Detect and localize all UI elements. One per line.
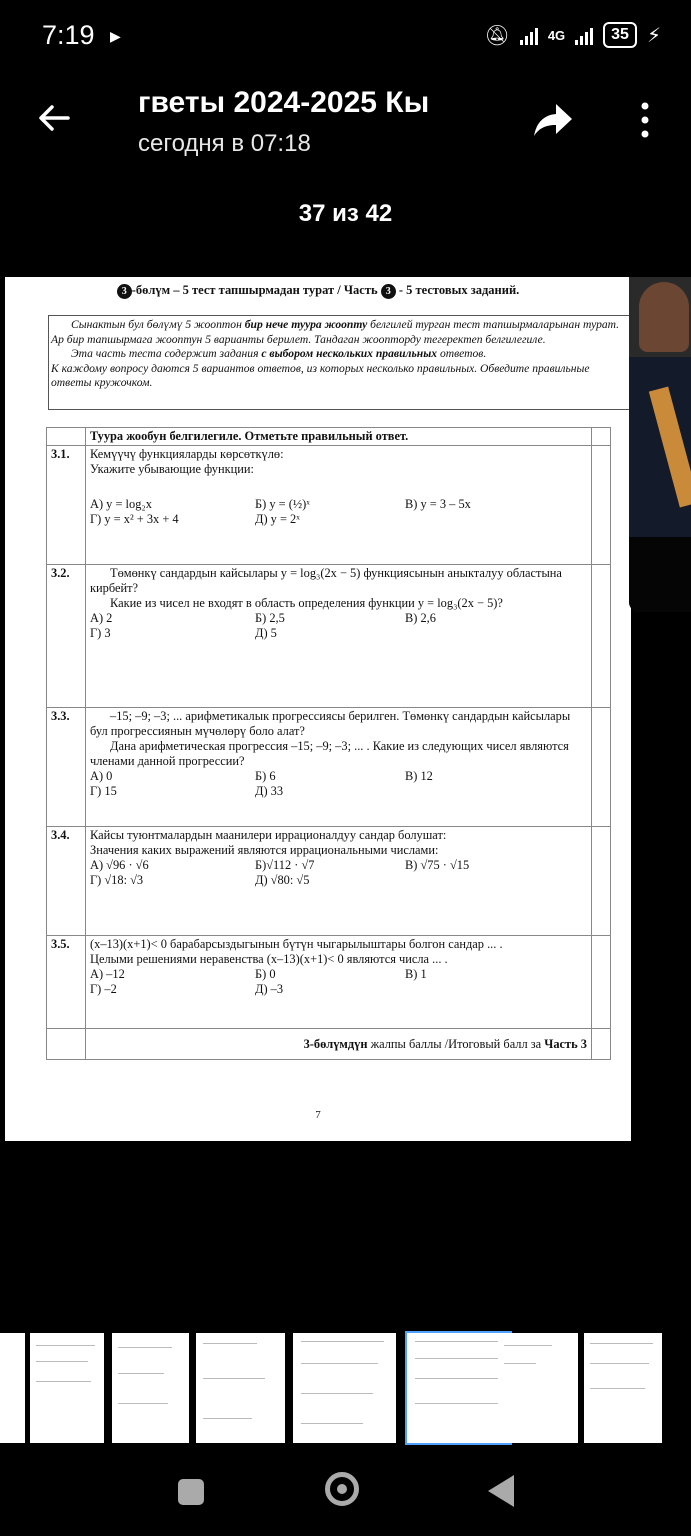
option[interactable]: Г) √18: √3 xyxy=(90,873,144,887)
home-button[interactable] xyxy=(325,1472,359,1506)
option[interactable]: В) y = 3 – 5x xyxy=(405,497,471,511)
page-number: 7 xyxy=(315,1109,321,1121)
option[interactable]: Д) 5 xyxy=(255,626,277,640)
charging-icon: ⚡︎ xyxy=(646,24,661,47)
option[interactable]: А) 0 xyxy=(90,769,113,783)
option[interactable]: В) 12 xyxy=(405,769,433,783)
option[interactable]: Б) 0 xyxy=(255,967,276,981)
option[interactable]: А) 2 xyxy=(90,611,113,625)
option[interactable]: Г) –2 xyxy=(90,982,117,996)
option[interactable]: Д) 33 xyxy=(255,784,284,798)
option[interactable]: В) √75 · √15 xyxy=(405,858,470,872)
thumbnail[interactable] xyxy=(498,1333,578,1443)
questions-table xyxy=(46,427,611,1060)
option[interactable]: В) 2,6 xyxy=(405,611,436,625)
question-3-2: 3.2. Төмөнкү сандардын кайсылары y = log₃(2x − 5) функциясынын аныкталуу областына кирбейт? Какие из чисел не входят в область определения функции y = log₃(2x − 5)? А) 2 Б) 2,5 В) 2,6 Г) 3 Д) 5 xyxy=(47,565,611,708)
option[interactable]: В) 1 xyxy=(405,967,427,981)
option[interactable]: Д) y = 2ˣ xyxy=(255,512,300,526)
network-type: 4G xyxy=(547,27,566,43)
file-title: гветы 2024-2025 Кы xyxy=(138,86,430,119)
video-call-overlay[interactable] xyxy=(629,277,691,612)
signal-icon xyxy=(520,25,538,45)
thumbnail[interactable] xyxy=(112,1333,189,1443)
option[interactable]: Б) y = (½)ˣ xyxy=(255,497,310,511)
thumbnail-current[interactable] xyxy=(407,1333,510,1443)
recents-button[interactable] xyxy=(178,1479,204,1505)
option[interactable]: Б) 2,5 xyxy=(255,611,285,625)
option[interactable]: Г) y = x² + 3x + 4 xyxy=(90,512,179,526)
option[interactable]: Д) –3 xyxy=(255,982,284,996)
question-3-5: 3.5. (x–13)(x+1)< 0 барабарсыздыгынын бүтүн чыгарылыштары болгон сандар ... . Целыми решениями неравенства (x–13)(x+1)< 0 являются числа ... . А) –12 Б) 0 В) 1 Г) –2 Д) –3 xyxy=(47,936,611,1029)
total-row: 3-бөлүмдүн жалпы баллы /Итоговый балл за Часть 3 xyxy=(47,1029,611,1060)
option[interactable]: А) √96 · √6 xyxy=(90,858,149,872)
document-page[interactable] xyxy=(5,277,631,1141)
play-icon: ▶ xyxy=(110,28,121,44)
thumbnail[interactable] xyxy=(0,1333,25,1443)
thumbnail[interactable] xyxy=(293,1333,396,1443)
question-3-1: 3.1. Кемүүчү функцияларды көрсөткүлө: Укажите убывающие функции: А) y = log₂x Б) y = (½)ˣ В) y = 3 – 5x Г) y = x² + 3x + 4 Д) y = 2ˣ xyxy=(47,446,611,565)
option[interactable]: Б)√112 · √7 xyxy=(255,858,315,872)
mute-icon: 🔕︎ xyxy=(484,24,510,47)
option[interactable]: Г) 15 xyxy=(90,784,117,798)
back-button[interactable] xyxy=(488,1475,514,1507)
signal-icon-2 xyxy=(575,25,593,45)
question-3-3: 3.3. –15; –9; –3; ... арифметикалык прогрессиясы берилген. Төмөнкү сандардын кайсылары бул прогрессиянын мүчөлөрү боло алат? Дана арифметическая прогрессия –15; –9; –3; ... . Какие из следующих чисел являются членами данной прогрессии? А) 0 Б) 6 В) 12 Г) 15 Д) 33 xyxy=(47,708,611,827)
thumbnail[interactable] xyxy=(584,1333,662,1443)
file-date: сегодня в 07:18 xyxy=(138,130,311,157)
option[interactable]: Г) 3 xyxy=(90,626,111,640)
section-heading: 3 -бөлүм – 5 тест тапшырмадан турат / Часть 3 - 5 тестовых заданий. xyxy=(5,283,631,299)
option[interactable]: Д) √80: √5 xyxy=(255,873,310,887)
thumbnail[interactable] xyxy=(196,1333,285,1443)
option[interactable]: А) –12 xyxy=(90,967,125,981)
instructions-box: Сынактын бул бөлүмү 5 жооптон бир нече туура жоопту белгилей турган тест тапшырмаларынан турат. Ар бир тапшырмага жооптун 5 варианты берилет. Тандаган жоопторду тегеректеп белгилегиле. Эта часть теста содержит задания с выбором нескольких правильных ответов. К каждому вопросу даются 5 вариантов ответов, из которых несколько правильных. Обведите правильные ответы кружочком. xyxy=(48,315,631,410)
option[interactable]: Б) 6 xyxy=(255,769,276,783)
status-time: 7:19 xyxy=(42,20,95,50)
table-header: Туура жообун белгилегиле. Отметьте правильный ответ. xyxy=(86,428,592,446)
question-3-4: 3.4. Кайсы туюнтмалардын маанилери иррационалдуу сандар болушат: Значения каких выражений являются иррациональными числами: А) √96 · √6 Б)√112 · √7 В) √75 · √15 Г) √18: √3 Д) √80: √5 xyxy=(47,827,611,936)
back-arrow-icon[interactable] xyxy=(34,98,74,138)
page-counter: 37 из 42 xyxy=(298,200,393,227)
option[interactable]: А) y = log₂x xyxy=(90,497,152,511)
more-vert-icon[interactable] xyxy=(635,100,655,140)
status-icons xyxy=(484,22,661,48)
thumbnail[interactable] xyxy=(30,1333,104,1443)
battery-icon: 35 xyxy=(603,22,637,48)
share-icon[interactable] xyxy=(532,102,574,138)
